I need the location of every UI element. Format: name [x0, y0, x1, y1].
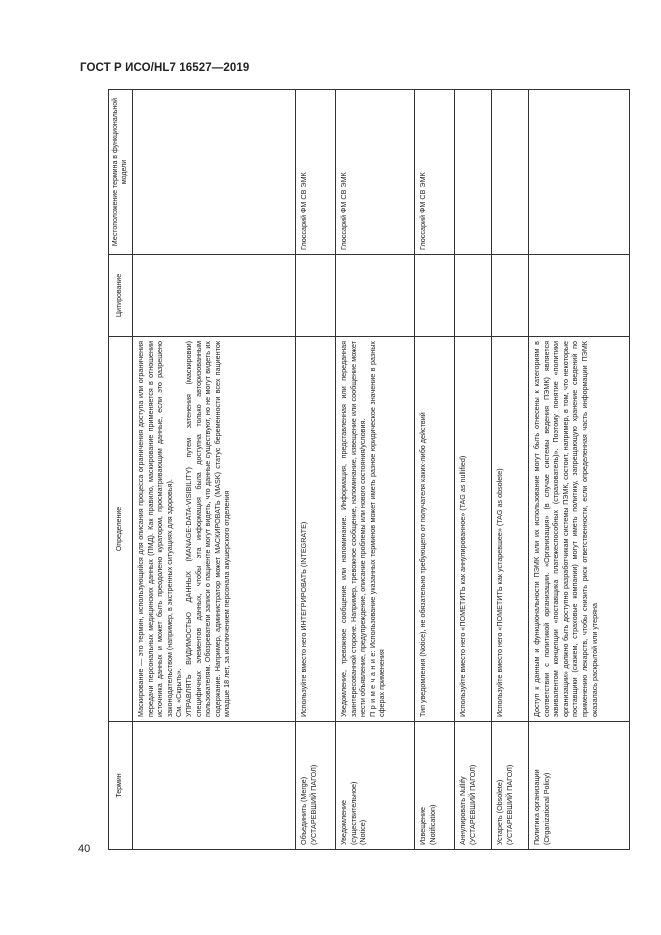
table-header-row [109, 90, 133, 850]
table-row [492, 90, 529, 850]
term-text: Уведомление [339, 799, 348, 845]
term-text: (УСТАРЕВШИЙ ПАГОЛ) [308, 764, 318, 845]
terms-table [108, 89, 630, 850]
location-cell [455, 90, 492, 255]
term-text: (Notification) [427, 804, 437, 845]
term-text: (Organizational Policy) [541, 772, 551, 845]
term-text: (УСТАРЕВШИЙ ПАГОЛ) [467, 764, 477, 845]
col-header-definition: Определение [109, 337, 133, 722]
term-cell [133, 722, 296, 850]
citation-cell [455, 255, 492, 337]
citation-cell [492, 255, 529, 337]
definition-cell [529, 337, 630, 722]
definition-text: Используйте вместо него «ПОМЕТИТЬ как аннулированное» (TAG as nullified) [458, 455, 467, 717]
definition-text: Доступ к данным и функциональности ПЭМК или их использование могут быть отнесены к категориям в соответствии с политикой организации. «Организация» (в случае системы ведения ПЭМК) является эквивалентом концепции «поставщика платежеспособных (страхователь)». Поэтому понятие «политики организации» должно быть доступно разработчикам системы ПЭМК, состоит, например, в том, что некоторые поставщики (скажем, страховые компании) могут иметь политику, запрещающую хранение сведений по применению лекарств, чтобы снизить риск ответственности, если определенная часть информации ПЭМК оказалась раскрытой или утеряна [532, 341, 599, 717]
definition-text: УПРАВЛЯТЬ ВИДИМОСТЬЮ ДАННЫХ (MANAGE-DATA-VISIBILITY) путем затенения (маскировки) специфичных элементов данных, чтобы эта информация была доступна только авторизованным пользователям. Обозреватели записи о пациенте могут видеть, что данные существуют, но не могут видеть их содержание. Например, администратор может МАСКИРОВАТЬ (MASK) статус беременности всех пациенток младше 18 лет, за исключением персонала акушерского отделения [183, 341, 232, 717]
location-cell: Глоссарий ФМ СВ ЭМК [415, 90, 455, 255]
definition-cell [492, 337, 529, 722]
location-cell [133, 90, 296, 255]
page-number: 40 [78, 843, 91, 855]
location-cell: Глоссарий ФМ СВ ЭМК [296, 90, 336, 255]
document-header: ГОСТ Р ИСО/HL7 16527—2019 [80, 62, 250, 74]
table-row [296, 90, 336, 850]
table-row [336, 90, 415, 850]
term-cell [529, 722, 630, 850]
term-cell [296, 722, 336, 850]
term-cell [415, 722, 455, 850]
citation-cell [133, 255, 296, 337]
location-cell [529, 90, 630, 255]
definition-note: П р и м е ч а н и е: Использование указанных терминов может иметь разное юридическое значение в разных сферах применения [367, 341, 387, 717]
term-text: (УСТАРЕВШИЙ ПАГОЛ) [504, 764, 514, 845]
citation-cell [336, 255, 415, 337]
term-text: Аннулировать Nullify [458, 776, 467, 845]
citation-cell [529, 255, 630, 337]
term-text: Объединить (Merge) [299, 776, 308, 845]
definition-text: См. «Скрыть». [174, 668, 184, 717]
definition-text: Тип уведомления (Notice), не обязательно требующего от получателя каких-либо действий [418, 412, 427, 717]
definition-cell [455, 337, 492, 722]
table-row [455, 90, 492, 850]
term-cell [336, 722, 415, 850]
definition-text: Маскирование — это термин, использующийся для описания процесса ограничения доступа или ограничения передачи персональных медицинских данных (ПМД). Как правило, маскирование применяется в отношении источника данных и может быть преодолено куратором, просматривающим данные, если это разрешено законодательством (например, в экстренных ситуациях для здоровья). [136, 341, 174, 717]
term-text: (Notice) [358, 819, 368, 845]
table-row [415, 90, 455, 850]
term-text: (существительное) [348, 781, 358, 845]
term-text: Политика организации [532, 769, 541, 845]
table-row [529, 90, 630, 850]
definition-cell [296, 337, 336, 722]
definition-text: Уведомление, тревожное сообщение или напоминание. Информация, представленная или переданная заинтересованной стороне. Например, тревожное сообщение, напоминание, извещение или сообщение может нести объявление, предупреждение, описание проблемы или нового состояния/условия. [339, 341, 368, 717]
col-header-citation: Цитирование [109, 255, 133, 337]
location-cell: Глоссарий ФМ СВ ЭМК [336, 90, 415, 255]
rotated-table-container [108, 90, 599, 850]
location-cell [492, 90, 529, 255]
col-header-location: Местоположение термина в функциональной модели [109, 90, 133, 255]
term-cell [455, 722, 492, 850]
term-text: Извещение [418, 806, 427, 845]
term-cell [492, 722, 529, 850]
col-header-term: Термин [109, 722, 133, 850]
definition-text: Используйте вместо него ИНТЕГРИРОВАТЬ (INTEGRATE) [299, 521, 308, 717]
definition-text: Используйте вместо него «ПОМЕТИТЬ как устаревшее» (TAG as obsolete) [495, 468, 504, 717]
definition-cell [336, 337, 415, 722]
table-row [133, 90, 296, 850]
definition-cell [133, 337, 296, 722]
definition-cell [415, 337, 455, 722]
citation-cell [296, 255, 336, 337]
citation-cell [415, 255, 455, 337]
term-text: Устареть (Obsolete) [495, 779, 504, 845]
